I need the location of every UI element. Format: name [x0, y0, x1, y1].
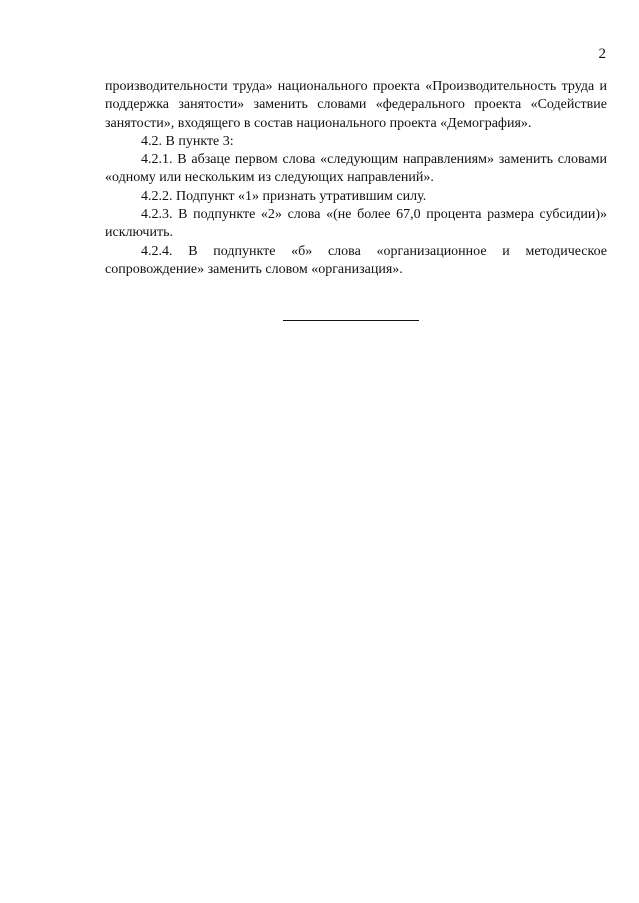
document-body — [105, 78, 607, 279]
paragraph-4-2: 4.2. В пункте 3: — [141, 133, 234, 149]
paragraph-4-2-3: 4.2.3. В подпункте «2» слова «(не более 67,0 процента размера субсидии)» исключить. — [105, 207, 607, 241]
paragraph-4-2-1: 4.2.1. В абзаце первом слова «следующим направлениям» заменить словами «одному или нескольким из следующих направлений». — [105, 152, 607, 186]
paragraph-4-2-2: 4.2.2. Подпункт «1» признать утратившим силу. — [141, 188, 427, 204]
paragraph-4-2-4: 4.2.4. В подпункте «б» слова «организационное и методическое сопровождение» заменить словом «организация». — [105, 243, 607, 277]
paragraph-continuation: производительности труда» национального проекта «Производительность труда и поддержка занятости» заменить словами «федерального проекта «Содействие занятости», входящего в состав национального проекта «Демография». — [105, 79, 607, 131]
end-separator-line — [283, 320, 419, 321]
page-number: 2 — [598, 46, 606, 62]
